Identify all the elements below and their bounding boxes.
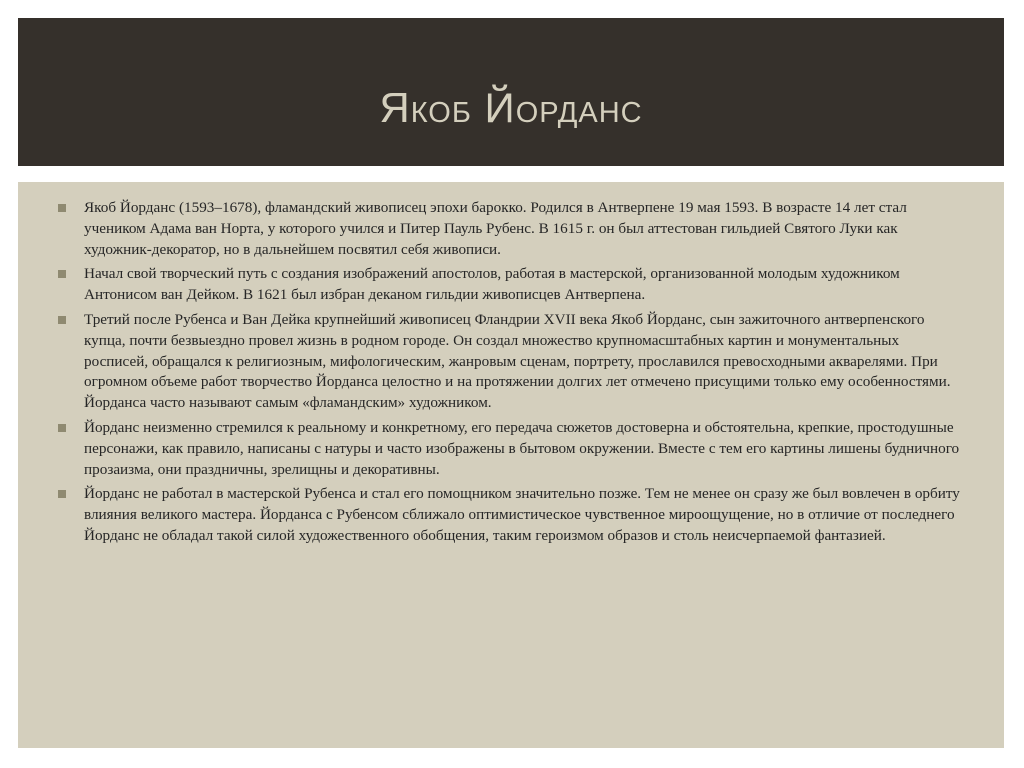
bullet-item xyxy=(56,418,966,480)
bullet-text: Йорданс неизменно стремился к реальному и конкретному, его передача сюжетов достоверна и обстоятельна, крепкие, простодушные персонажи, как правило, написаны с натуры и часто изображены в бытовом окружении. Вместе с тем его картины лишены будничного прозаизма, они праздничны, зрелищны и декоративны. xyxy=(84,418,960,478)
bullet-item xyxy=(56,198,966,260)
bullet-item xyxy=(56,484,966,546)
bullet-item xyxy=(56,310,966,414)
bullet-list xyxy=(56,198,966,547)
square-bullet-icon xyxy=(58,424,66,432)
bullet-text: Йорданс не работал в мастерской Рубенса и стал его помощником значительно позже. Тем не менее он сразу же был вовлечен в орбиту влияния великого мастера. Йорданса с Рубенсом сближало оптимистическое чувственное мироощущение, но в отличие от последнего Йорданс не обладал такой силой художественного обобщения, таким героизмом образов и столь неисчерпаемой фантазией. xyxy=(84,485,960,544)
bullet-text: Якоб Йорданс (1593–1678), фламандский живописец эпохи барокко. Родился в Антверпене 19 мая 1593. В возрасте 14 лет стал учеником Адама ван Норта, у которого учился и Питер Пауль Рубенс. В 1615 г. он был аттестован гильдией Святого Луки как художник-декоратор, но в дальнейшем посвятил себя живописи. xyxy=(84,199,907,258)
title-bar xyxy=(18,18,1004,166)
square-bullet-icon xyxy=(58,316,66,324)
square-bullet-icon xyxy=(58,204,66,212)
square-bullet-icon xyxy=(58,490,66,498)
square-bullet-icon xyxy=(58,270,66,278)
bullet-text: Начал свой творческий путь с создания изображений апостолов, работая в мастерской, организованной молодым художником Антонисом ван Дейком. В 1621 был избран деканом гильдии живописцев Антверпена. xyxy=(84,265,900,304)
content-area xyxy=(18,182,1004,748)
bullet-text: Третий после Рубенса и Ван Дейка крупнейший живописец Фландрии XVII века Якоб Йорданс, сын зажиточного антверпенского купца, почти безвыездно провел жизнь в родном городе. Он создал множество крупномасштабных картин и монументальных росписей, обращался к религиозным, мифологическим, жанровым сценам, портрету, прославился превосходными акварелями. При огромном объеме работ творчество Йорданса целостно и на протяжении долгих лет отмечено присущими только ему особенностями. Йорданса часто называют самым «фламандским» художником. xyxy=(84,310,951,412)
bullet-item xyxy=(56,264,966,306)
slide-title: Якоб Йорданс xyxy=(379,84,643,131)
